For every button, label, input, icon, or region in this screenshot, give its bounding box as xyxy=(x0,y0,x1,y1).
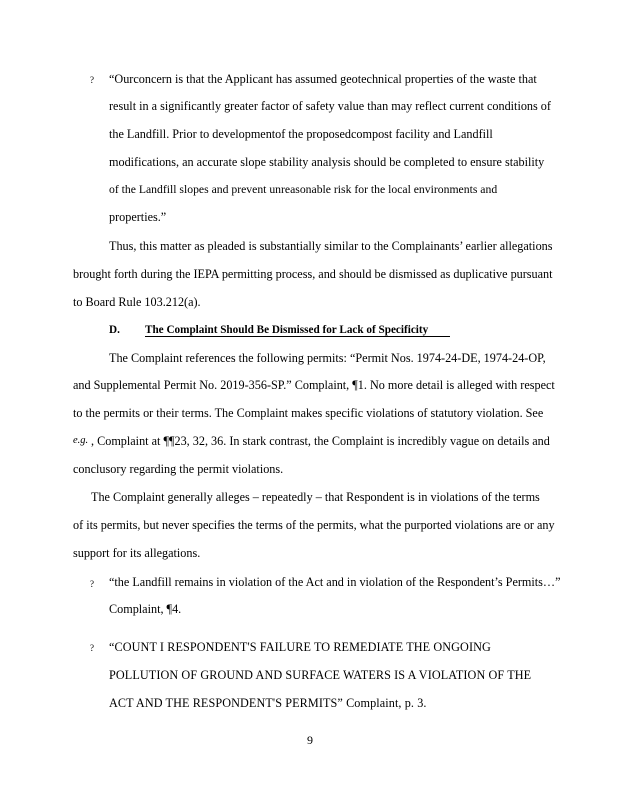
quote1-line-3: the Landfill. Prior to developmentof the proposedcompost facility and Landfill xyxy=(109,127,493,141)
para-permits-line-4: , Complaint at ¶¶23, 32, 36. In stark contrast, the Complaint is incredibly vague on details and xyxy=(91,434,550,448)
bullet-icon: ? xyxy=(90,579,94,589)
para-permits-line-2: and Supplemental Permit No. 2019-356-SP.” Complaint, ¶1. No more detail is alleged with respect xyxy=(73,378,555,392)
para-alleges-line-3: support for its allegations. xyxy=(73,546,201,560)
page-number: 9 xyxy=(307,733,313,747)
section-d-underline xyxy=(145,336,450,337)
quote2-line-2: Complaint, ¶4. xyxy=(109,602,182,616)
quote3-line-2: POLLUTION OF GROUND AND SURFACE WATERS IS A VIOLATION OF THE xyxy=(109,668,532,682)
para-alleges-line-1: The Complaint generally alleges – repeatedly – that Respondent is in violations of the terms xyxy=(91,490,540,504)
section-d-title: The Complaint Should Be Dismissed for Lack of Specificity xyxy=(145,324,429,336)
para-permits-line-1: The Complaint references the following permits: “Permit Nos. 1974-24-DE, 1974-24-OP, xyxy=(109,351,546,365)
para-thus-line-3: to Board Rule 103.212(a). xyxy=(73,295,201,309)
para-permits-eg: e.g. xyxy=(73,435,89,446)
bullet-icon: ? xyxy=(90,643,94,653)
section-d-letter: D. xyxy=(109,324,120,336)
para-thus-line-2: brought forth during the IEPA permitting process, and should be dismissed as duplicative pursuant xyxy=(73,267,553,281)
quote3-line-3: ACT AND THE RESPONDENT'S PERMITS” Complaint, p. 3. xyxy=(109,696,427,710)
bullet-icon: ? xyxy=(90,75,94,85)
para-permits-line-5: conclusory regarding the permit violations. xyxy=(73,462,284,476)
quote1-line-5: of the Landfill slopes and prevent unreasonable risk for the local environments and xyxy=(109,183,498,196)
quote1-line-4: modifications, an accurate slope stability analysis should be completed to ensure stability xyxy=(109,155,545,169)
quote1-line-2: result in a significantly greater factor of safety value than may reflect current conditions of xyxy=(109,99,551,113)
quote2-line-1: “the Landfill remains in violation of the Act and in violation of the Respondent’s Permits…” xyxy=(109,575,561,589)
para-permits-line-3: to the permits or their terms. The Complaint makes specific violations of statutory violation. See xyxy=(73,406,544,420)
para-thus-line-1: Thus, this matter as pleaded is substantially similar to the Complainants’ earlier allegations xyxy=(109,239,553,253)
quote1-line-1: “Ourconcern is that the Applicant has assumed geotechnical properties of the waste that xyxy=(109,72,537,86)
quote1-line-6: properties.” xyxy=(109,210,167,224)
para-alleges-line-2: of its permits, but never specifies the terms of the permits, what the purported violations are or any xyxy=(73,518,555,532)
quote3-line-1: “COUNT I RESPONDENT'S FAILURE TO REMEDIATE THE ONGOING xyxy=(109,640,491,654)
